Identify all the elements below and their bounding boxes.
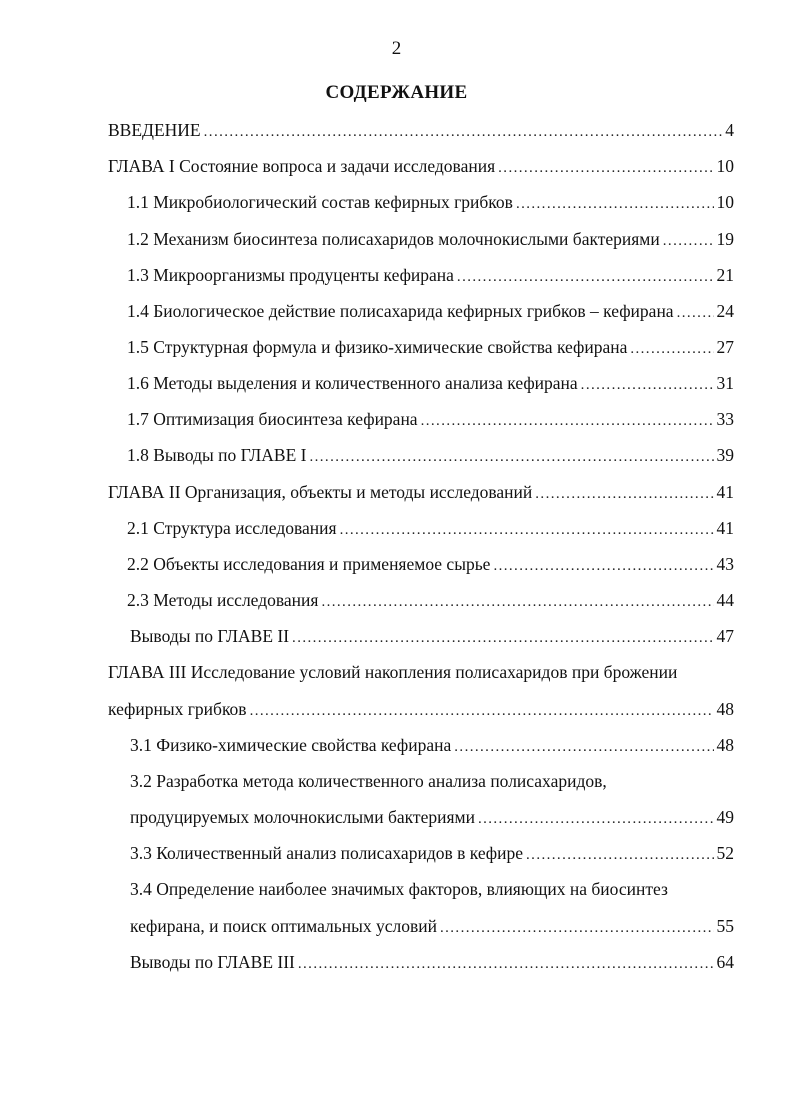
toc-page-ref: 4 <box>725 120 734 140</box>
toc-entry-label: ВВЕДЕНИЕ <box>108 120 201 140</box>
dot-leader <box>478 806 714 832</box>
toc-entry-chapter-1[interactable] <box>108 153 734 179</box>
toc-entry-introduction[interactable] <box>108 117 734 143</box>
toc-entry-label: 3.1 Физико-химические свойства кефирана <box>130 735 452 755</box>
toc-page-ref: 21 <box>716 265 734 285</box>
dot-leader <box>440 915 714 941</box>
toc-page-ref: 48 <box>716 699 734 719</box>
toc-page-ref: 31 <box>716 373 734 393</box>
toc-entry-label: 2.2 Объекты исследования и применяемое сырье <box>127 554 491 574</box>
toc-entry-label: Выводы по ГЛАВЕ III <box>130 952 295 972</box>
toc-entry-section-1-1[interactable] <box>127 189 734 215</box>
toc-entry-section-1-6[interactable] <box>127 370 734 396</box>
toc-entry-chapter-3[interactable] <box>108 696 734 722</box>
dot-leader <box>340 517 714 543</box>
toc-entry-label: 1.7 Оптимизация биосинтеза кефирана <box>127 409 418 429</box>
dot-leader <box>454 734 713 760</box>
toc-page-ref: 64 <box>716 952 734 972</box>
toc-page-ref: 49 <box>716 807 734 827</box>
toc-entry-label: 1.6 Методы выделения и количественного анализа кефирана <box>127 373 578 393</box>
toc-entry-label: 1.8 Выводы по ГЛАВЕ I <box>127 445 307 465</box>
toc-page-ref: 44 <box>716 590 734 610</box>
toc-entry-label: 1.1 Микробиологический состав кефирных грибков <box>127 192 513 212</box>
toc-entry-label: 2.1 Структура исследования <box>127 518 337 538</box>
toc-entry-label: кефирных грибков <box>108 699 247 719</box>
toc-page-ref: 33 <box>716 409 734 429</box>
toc-page-ref: 48 <box>716 735 734 755</box>
toc-entry-label: 1.4 Биологическое действие полисахарида кефирных грибков – кефирана <box>127 301 674 321</box>
toc-entry-section-1-7[interactable] <box>127 406 734 432</box>
toc-entry-section-3-4-line1[interactable]: 3.4 Определение наиболее значимых факторов, влияющих на биосинтез <box>130 879 668 899</box>
toc-entry-section-3-2-line1[interactable]: 3.2 Разработка метода количественного анализа полисахаридов, <box>130 771 607 791</box>
toc-page-ref: 27 <box>716 337 734 357</box>
toc-entry-section-3-3[interactable] <box>130 840 734 866</box>
dot-leader <box>298 951 714 977</box>
dot-leader <box>581 372 714 398</box>
toc-entry-label: Выводы по ГЛАВЕ II <box>130 626 290 646</box>
page-title: СОДЕРЖАНИЕ <box>325 82 468 103</box>
toc-entry-label: 2.3 Методы исследования <box>127 590 319 610</box>
toc-page-ref: 39 <box>716 445 734 465</box>
toc-entry-label: 1.3 Микроорганизмы продуценты кефирана <box>127 265 454 285</box>
toc-entry-section-2-2[interactable] <box>127 551 734 577</box>
toc-page-ref: 19 <box>716 229 734 249</box>
toc-entry-section-2-3[interactable] <box>127 587 734 613</box>
toc-entry-section-1-3[interactable] <box>127 262 734 288</box>
dot-leader <box>526 842 713 868</box>
toc-entry-chapter-3-line1[interactable]: ГЛАВА III Исследование условий накопления полисахаридов при брожении <box>108 662 678 682</box>
toc-entry-section-1-5[interactable] <box>127 334 734 360</box>
toc-entry-label: 3.3 Количественный анализ полисахаридов в кефире <box>130 843 524 863</box>
dot-leader <box>663 228 714 254</box>
dot-leader <box>309 444 713 470</box>
toc-entry-conclusions-2[interactable] <box>130 623 734 649</box>
toc-page-ref: 41 <box>716 482 734 502</box>
toc-entry-label: 1.2 Механизм биосинтеза полисахаридов молочнокислыми бактериями <box>127 229 660 249</box>
toc-page-ref: 41 <box>716 518 734 538</box>
dot-leader <box>498 155 713 181</box>
dot-leader <box>292 625 713 651</box>
toc-entry-section-3-2[interactable] <box>130 804 734 830</box>
toc-entry-label: ГЛАВА II Организация, объекты и методы исследований <box>108 482 533 502</box>
toc-entry-label: продуцируемых молочнокислыми бактериями <box>130 807 475 827</box>
toc-entry-label: кефирана, и поиск оптимальных условий <box>130 916 437 936</box>
dot-leader <box>630 336 713 362</box>
dot-leader <box>321 589 713 615</box>
toc-page-ref: 43 <box>716 554 734 574</box>
toc-page-ref: 10 <box>716 192 734 212</box>
toc-entry-chapter-2[interactable] <box>108 479 734 505</box>
toc-entry-conclusions-3[interactable] <box>130 949 734 975</box>
page-number: 2 <box>391 38 402 59</box>
toc-entry-label: 1.5 Структурная формула и физико-химические свойства кефирана <box>127 337 628 357</box>
dot-leader <box>516 191 714 217</box>
dot-leader <box>457 264 714 290</box>
dot-leader <box>677 300 714 326</box>
dot-leader <box>493 553 713 579</box>
dot-leader <box>421 408 714 434</box>
toc-entry-section-1-4[interactable] <box>127 298 734 324</box>
toc-page-ref: 47 <box>716 626 734 646</box>
toc-entry-section-2-1[interactable] <box>127 515 734 541</box>
toc-entry-section-1-8[interactable] <box>127 442 734 468</box>
dot-leader <box>535 481 713 507</box>
toc-entry-section-3-1[interactable] <box>130 732 734 758</box>
toc-entry-section-3-4[interactable] <box>130 913 734 939</box>
dot-leader <box>250 698 714 724</box>
toc-entry-label: ГЛАВА I Состояние вопроса и задачи исследования <box>108 156 496 176</box>
dot-leader <box>204 119 723 145</box>
toc-page-ref: 55 <box>716 916 734 936</box>
toc-page-ref: 24 <box>716 301 734 321</box>
toc-page-ref: 10 <box>716 156 734 176</box>
toc-page-ref: 52 <box>716 843 734 863</box>
toc-entry-section-1-2[interactable] <box>127 226 734 252</box>
